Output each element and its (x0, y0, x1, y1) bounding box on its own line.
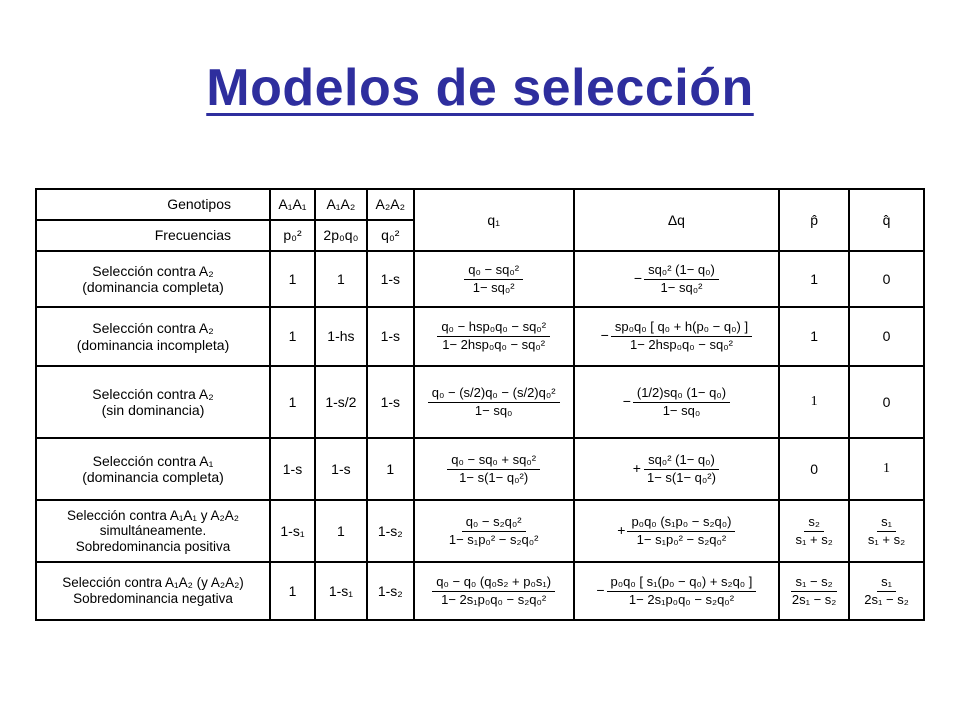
q1-formula: $\frac{\text{q₀ − sq₀²}}{\text{1− sq₀²}}$ (414, 251, 574, 307)
p-hat-value: 1 (779, 366, 849, 438)
fitness-a2a2: 1 (367, 438, 414, 500)
q1-formula: $\frac{\text{q₀ − sq₀ + sq₀²}}{\text{1− s(1− q₀²)}}$ (414, 438, 574, 500)
fitness-a2a2: 1-s (367, 251, 414, 307)
selection-models-table (35, 188, 925, 621)
delta-q-formula: − $\frac{\text{(1/2)sq₀ (1− q₀)}}{\text{1− sq₀}}$ (574, 366, 780, 438)
freq-a2a2: q₀² (367, 220, 414, 251)
p-hat-header: p̂ (779, 189, 849, 251)
delta-q-formula: + $\frac{\text{p₀q₀ (s₁p₀ − s₂q₀)}}{\text{1− s₁p₀² − s₂q₀²}}$ (574, 500, 780, 562)
row-label: Selección contra A₁ (dominancia completa) (36, 438, 270, 500)
genotype-a1a1: A₁A₁ (270, 189, 315, 220)
q-hat-formula: $\frac{\text{s₁}}{\text{2s₁ − s₂}}$ (849, 562, 924, 620)
p-hat-value: 1 (779, 251, 849, 307)
fitness-a2a2: 1-s (367, 366, 414, 438)
fitness-a2a2: 1-s (367, 307, 414, 366)
q-hat-value: 0 (849, 366, 924, 438)
freq-a1a1: p₀² (270, 220, 315, 251)
q-hat-header: q̂ (849, 189, 924, 251)
table-row (36, 562, 924, 620)
row-label: Selección contra A₂ (sin dominancia) (36, 366, 270, 438)
genotype-a1a2: A₁A₂ (315, 189, 367, 220)
fitness-a1a1: 1 (270, 307, 315, 366)
q-hat-value: 0 (849, 251, 924, 307)
fitness-a1a2: 1-hs (315, 307, 367, 366)
table-row (36, 251, 924, 307)
fitness-a1a2: 1-s (315, 438, 367, 500)
fitness-a1a1: 1 (270, 366, 315, 438)
fitness-a1a1: 1 (270, 562, 315, 620)
table-row (36, 438, 924, 500)
q1-formula: $\frac{\text{q₀ − s₂q₀²}}{\text{1− s₁p₀² − s₂q₀²}}$ (414, 500, 574, 562)
p-hat-value: 1 (779, 307, 849, 366)
table-row (36, 366, 924, 438)
frecuencias-label: Frecuencias (36, 220, 270, 251)
freq-a1a2: 2p₀q₀ (315, 220, 367, 251)
fitness-a1a2: 1 (315, 251, 367, 307)
fitness-a2a2: 1-s₂ (367, 500, 414, 562)
row-label: Selección contra A₂ (dominancia completa) (36, 251, 270, 307)
fitness-a1a1: 1-s₁ (270, 500, 315, 562)
fitness-a1a2: 1 (315, 500, 367, 562)
row-label: Selección contra A₁A₂ (y A₂A₂) Sobredominancia negativa (36, 562, 270, 620)
q1-formula: $\frac{\text{q₀ − q₀ (q₀s₂ + p₀s₁)}}{\text{1− 2s₁p₀q₀ − s₂q₀²}}$ (414, 562, 574, 620)
delta-q-formula: − $\frac{\text{sq₀² (1− q₀)}}{\text{1− sq₀²}}$ (574, 251, 780, 307)
row-label: Selección contra A₂ (dominancia incompleta) (36, 307, 270, 366)
page-title: Modelos de selección (206, 59, 754, 117)
genotipos-label: Genotipos (36, 189, 270, 220)
delta-q-formula: − $\frac{\text{sp₀q₀ [ q₀ + h(p₀ − q₀) ]}}{\text{1− 2hsp₀q₀ − sq₀²}}$ (574, 307, 780, 366)
p-hat-formula: $\frac{\text{s₁ − s₂}}{\text{2s₁ − s₂}}$ (779, 562, 849, 620)
table-row (36, 500, 924, 562)
q-hat-formula: $\frac{\text{s₁}}{\text{s₁ + s₂}}$ (849, 500, 924, 562)
fitness-a1a2: 1-s₁ (315, 562, 367, 620)
genotype-a2a2: A₂A₂ (367, 189, 414, 220)
fitness-a1a1: 1 (270, 251, 315, 307)
q1-header: q₁ (414, 189, 574, 251)
p-hat-formula: $\frac{\text{s₂}}{\text{s₁ + s₂}}$ (779, 500, 849, 562)
q1-formula: $\frac{\text{q₀ − hsp₀q₀ − sq₀²}}{\text{1− 2hsp₀q₀ − sq₀²}}$ (414, 307, 574, 366)
table-row (36, 307, 924, 366)
q-hat-value: 0 (849, 307, 924, 366)
delta-q-formula: + $\frac{\text{sq₀² (1− q₀)}}{\text{1− s(1− q₀²)}}$ (574, 438, 780, 500)
fitness-a1a1: 1-s (270, 438, 315, 500)
q-hat-value: 1 (849, 438, 924, 500)
row-label: Selección contra A₁A₁ y A₂A₂ simultáneamente. Sobredominancia positiva (36, 500, 270, 562)
fitness-a1a2: 1-s/2 (315, 366, 367, 438)
p-hat-value: 0 (779, 438, 849, 500)
delta-q-header: Δq (574, 189, 780, 251)
fitness-a2a2: 1-s₂ (367, 562, 414, 620)
q1-formula: $\frac{\text{q₀ − (s/2)q₀ − (s/2)q₀²}}{\text{1− sq₀}}$ (414, 366, 574, 438)
header-row-genotypes (36, 189, 924, 220)
delta-q-formula: − $\frac{\text{p₀q₀ [ s₁(p₀ − q₀) + s₂q₀ ]}}{\text{1− 2s₁p₀q₀ − s₂q₀²}}$ (574, 562, 780, 620)
